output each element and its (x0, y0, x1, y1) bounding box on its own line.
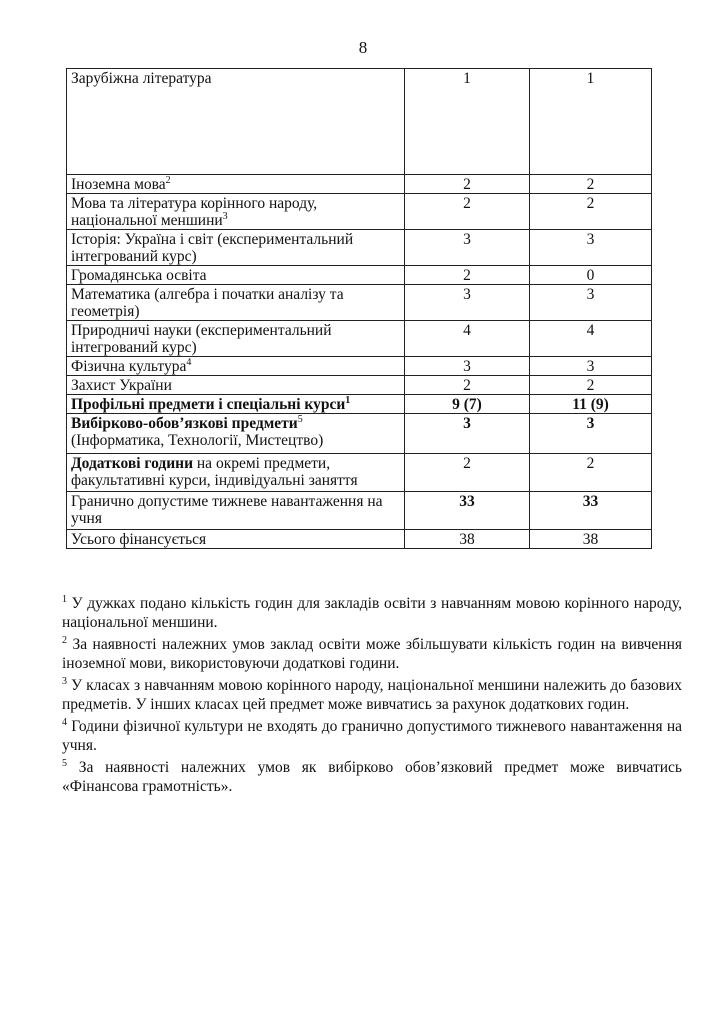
subject-cell: Природничі науки (експериментальний інтегрований курс) (67, 321, 405, 357)
footnotes (62, 594, 682, 799)
table-row (67, 492, 652, 530)
footnote-ref: 2 (165, 174, 171, 186)
hours-cell-a: 3 (405, 414, 530, 454)
hours-cell-a: 3 (405, 357, 530, 376)
hours-cell-a: 4 (405, 321, 530, 357)
subject-cell: Іноземна мова$^2$ (67, 175, 405, 194)
table-row (67, 266, 652, 285)
hours-cell-b: 33 (530, 492, 652, 530)
footnote-ref: 3 (222, 210, 228, 222)
footnote-marker: 1 (62, 593, 67, 605)
footnote-2: $^2$ За наявності належних умов заклад освіти може збільшувати кількість годин на вивчення іноземної мови, використовуючи додаткові години. (62, 634, 682, 672)
table-row (67, 321, 652, 357)
hours-cell-b: 2 (530, 376, 652, 395)
footnote-1: $^1$ У дужках подано кількість годин для закладів освіти з навчанням мовою корінного народу, національної меншини. (62, 593, 682, 631)
hours-cell-b: 11 (9) (530, 395, 652, 414)
footnote-ref: 4 (186, 356, 192, 368)
hours-cell-a: 2 (405, 175, 530, 194)
hours-cell-a: 2 (405, 194, 530, 230)
subject-cell: Зарубіжна література (67, 69, 405, 175)
table-row (67, 230, 652, 266)
subject-cell: Вибірково-обов’язкові предмети$^5$ (Інформатика, Технології, Мистецтво) (67, 414, 405, 454)
footnote-marker: 3 (62, 675, 67, 687)
table-row (67, 285, 652, 321)
subject-cell: Усього фінансується (67, 530, 405, 549)
hours-cell-b: 2 (530, 454, 652, 492)
footnote-ref: 5 (297, 413, 303, 425)
subject-cell: Фізична культура$^4$ (67, 357, 405, 376)
subject-cell: Профільні предмети і спеціальні курси$^1$ (67, 395, 405, 414)
footnote-5: $^5$ За наявності належних умов як вибірково обов’язковий предмет може вивчатись «Фінансова грамотність». (62, 757, 682, 795)
footnote-marker: 4 (62, 716, 67, 728)
hours-cell-a: 33 (405, 492, 530, 530)
hours-cell-a: 9 (7) (405, 395, 530, 414)
subject-cell: Громадянська освіта (67, 266, 405, 285)
hours-cell-a: 2 (405, 376, 530, 395)
hours-cell-a: 3 (405, 285, 530, 321)
hours-cell-b: 2 (530, 175, 652, 194)
table-row (67, 357, 652, 376)
table-row (67, 376, 652, 395)
hours-cell-a: 38 (405, 530, 530, 549)
subject-cell: Захист України (67, 376, 405, 395)
table-row (67, 194, 652, 230)
hours-cell-b: 2 (530, 194, 652, 230)
hours-cell-b: 1 (530, 69, 652, 175)
hours-cell-a: 3 (405, 230, 530, 266)
subject-cell: Гранично допустиме тижневе навантаження на учня (67, 492, 405, 530)
hours-cell-b: 3 (530, 230, 652, 266)
hours-cell-b: 3 (530, 414, 652, 454)
hours-cell-a: 2 (405, 454, 530, 492)
subject-cell: Історія: Україна і світ (експериментальний інтегрований курс) (67, 230, 405, 266)
table-row (67, 175, 652, 194)
subject-cell: Додаткові години на окремі предмети, факультативні курси, індивідуальні заняття (67, 454, 405, 492)
subject-note: (Інформатика, Технології, Мистецтво) (71, 432, 324, 449)
subject-cell: Мова та література корінного народу, національної меншини$^3$ (67, 194, 405, 230)
table-row (67, 530, 652, 549)
footnote-marker: 2 (62, 634, 67, 646)
table-row (67, 69, 652, 175)
hours-cell-b: 4 (530, 321, 652, 357)
footnote-ref: 1 (345, 394, 351, 406)
hours-cell-b: 0 (530, 266, 652, 285)
table-row (67, 454, 652, 492)
hours-cell-b: 3 (530, 357, 652, 376)
page-number: 8 (358, 38, 368, 57)
table-row (67, 395, 652, 414)
subject-cell: Математика (алгебра і початки аналізу та геометрія) (67, 285, 405, 321)
footnote-4: $^4$ Години фізичної культури не входять до гранично допустимого тижневого навантаження на учня. (62, 716, 682, 754)
hours-cell-b: 3 (530, 285, 652, 321)
hours-cell-a: 1 (405, 69, 530, 175)
table-row (67, 414, 652, 454)
footnote-3: $^3$ У класах з навчанням мовою корінного народу, національної меншини належить до базових предметів. У інших класах цей предмет може вивчатись за рахунок додаткових годин. (62, 675, 682, 713)
hours-cell-b: 38 (530, 530, 652, 549)
curriculum-table (66, 68, 652, 549)
hours-cell-a: 2 (405, 266, 530, 285)
footnote-marker: 5 (62, 757, 67, 769)
